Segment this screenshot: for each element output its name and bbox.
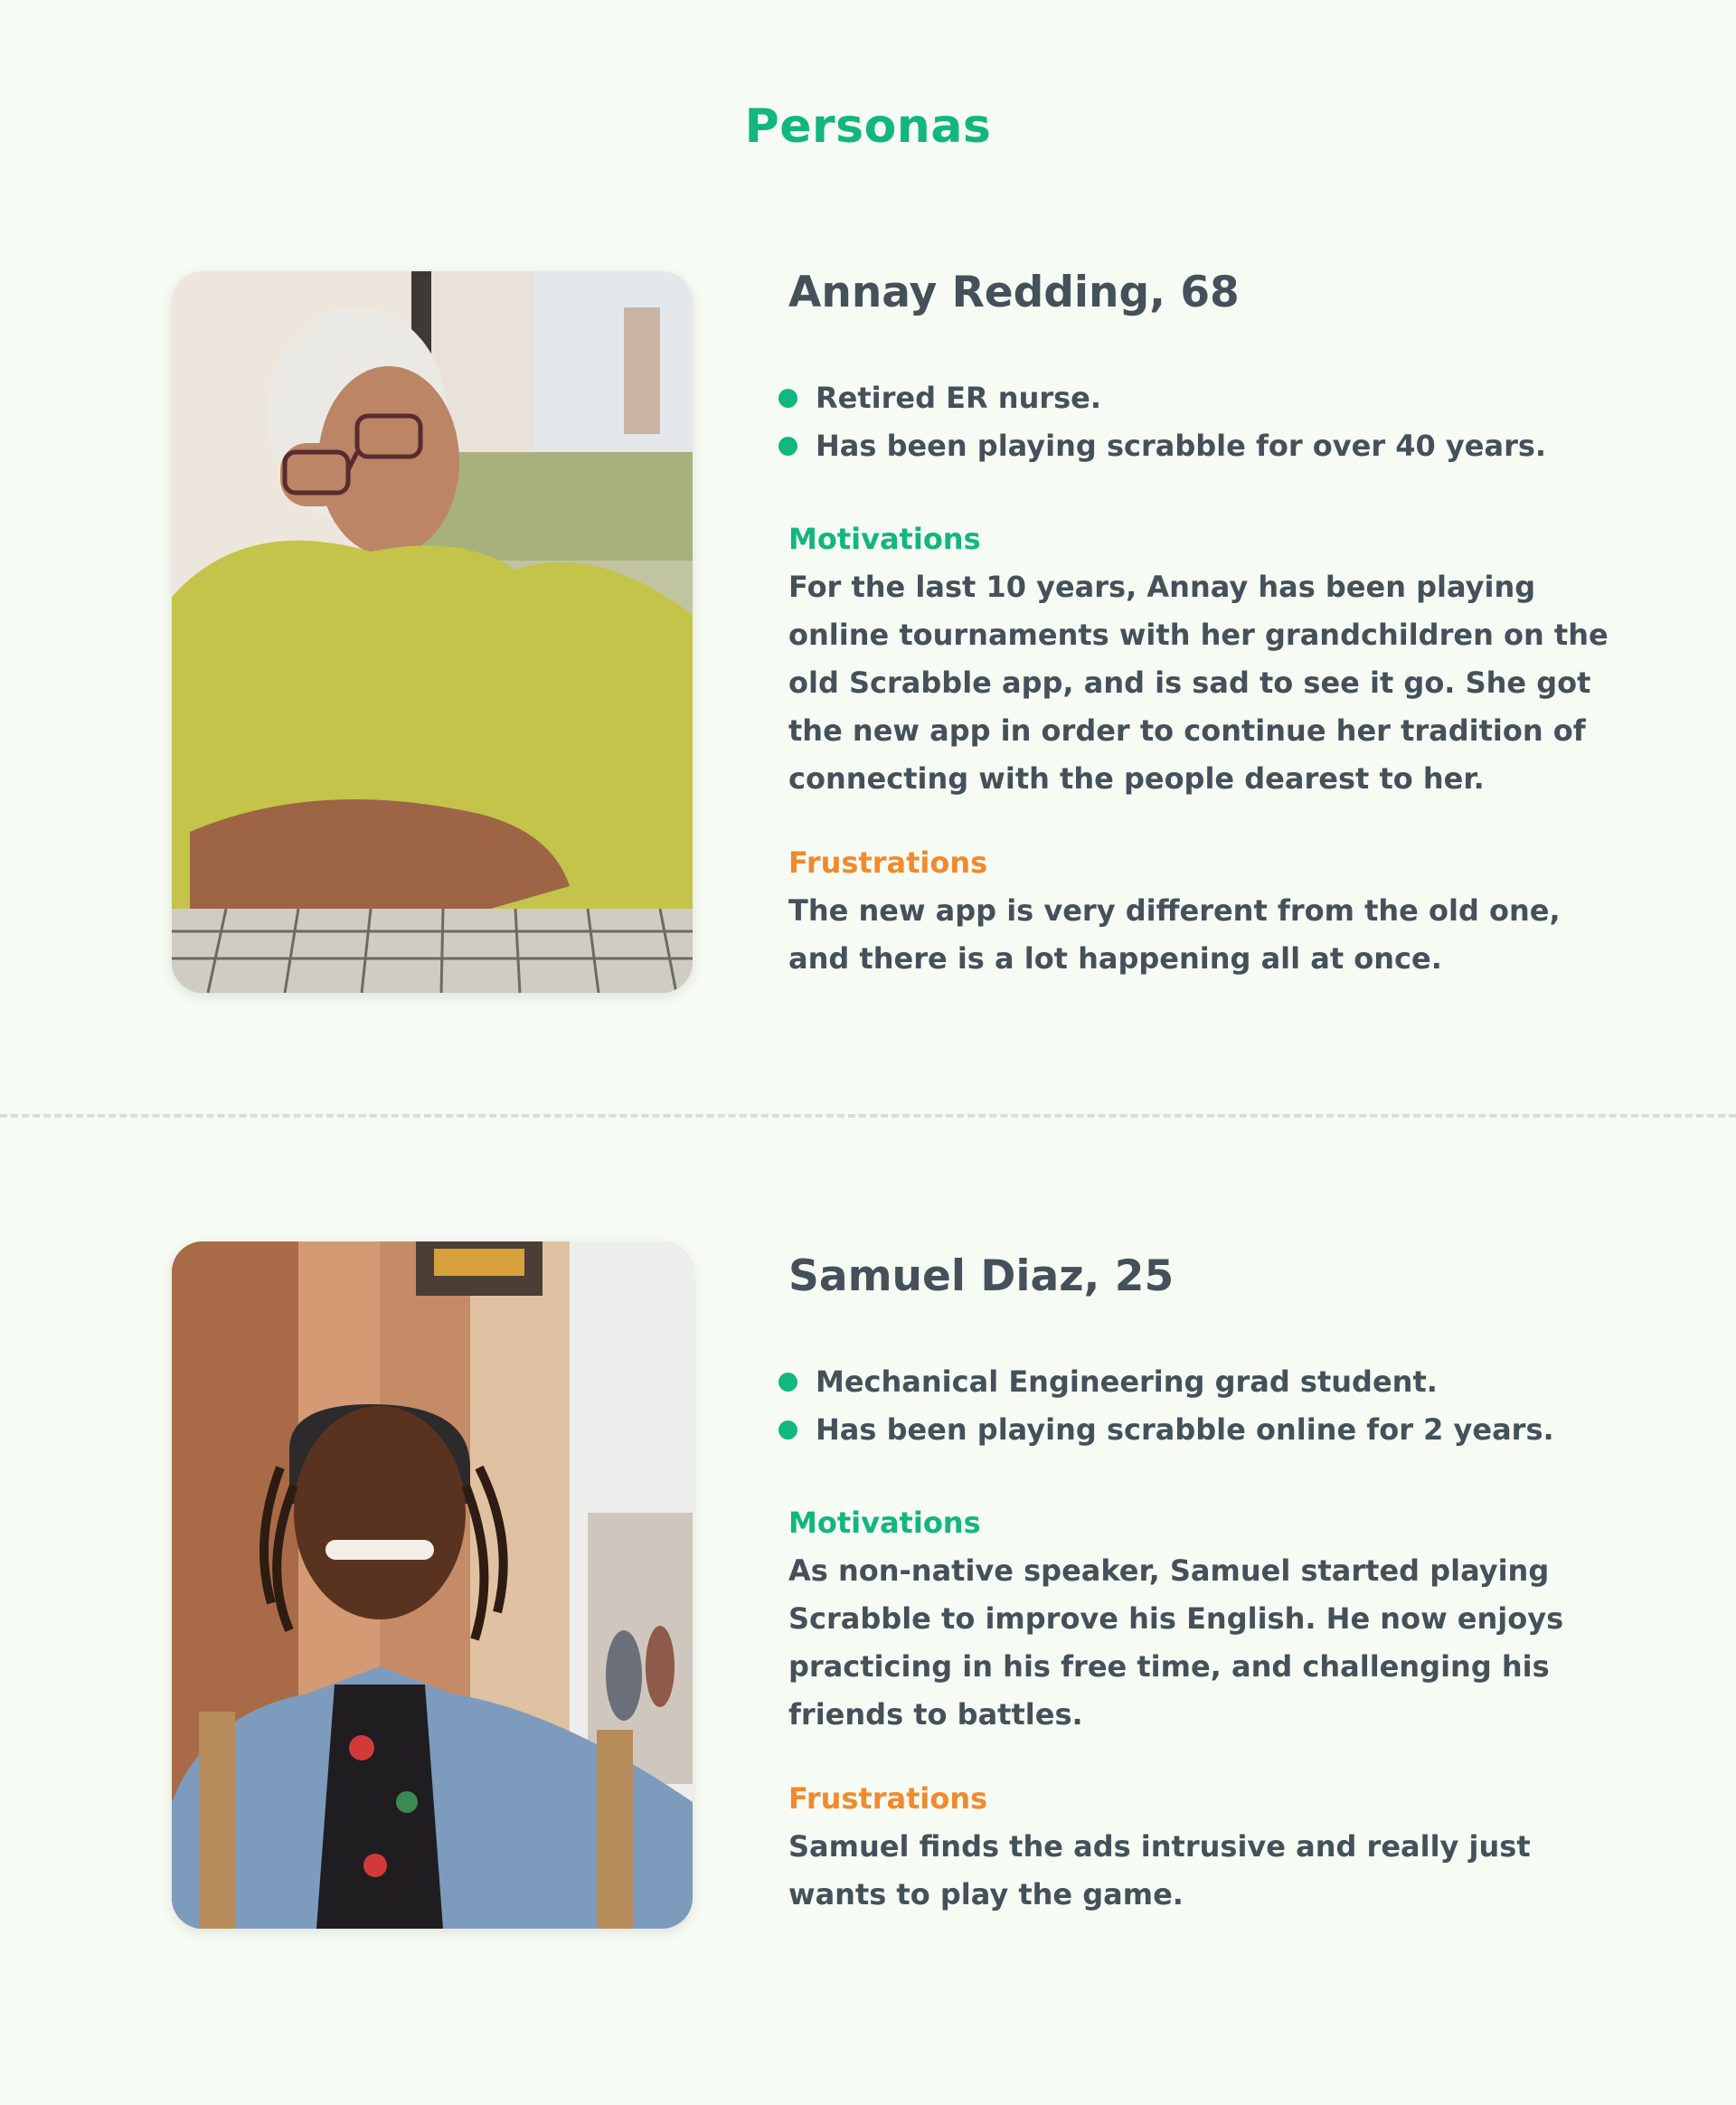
persona-photo-annay bbox=[172, 271, 693, 993]
frustrations-text bbox=[788, 1823, 1602, 1919]
frustrations-line: Samuel finds the ads intrusive and really just bbox=[788, 1829, 1531, 1864]
persona-fact bbox=[778, 1358, 1682, 1406]
persona-fact-text: Mechanical Engineering grad student. bbox=[816, 1364, 1438, 1399]
motivations-line: friends to battles. bbox=[788, 1697, 1083, 1732]
persona-fact bbox=[778, 422, 1682, 470]
frustrations-line: wants to play the game. bbox=[788, 1877, 1184, 1911]
motivations-line: connecting with the people dearest to her. bbox=[788, 761, 1485, 796]
motivations-text bbox=[788, 563, 1609, 803]
frustrations-line: and there is a lot happening all at once. bbox=[788, 941, 1442, 976]
motivations-line: As non-native speaker, Samuel started playing bbox=[788, 1553, 1550, 1588]
motivations-line: the new app in order to continue her tradition of bbox=[788, 713, 1586, 748]
motivations-line: For the last 10 years, Annay has been playing bbox=[788, 570, 1536, 604]
persona-card-samuel bbox=[778, 1248, 1682, 1919]
persona-photo-samuel bbox=[172, 1241, 693, 1929]
persona-name: Annay Redding, 68 bbox=[788, 268, 1240, 317]
frustrations-line: The new app is very different from the old one, bbox=[788, 893, 1561, 928]
persona-name: Samuel Diaz, 25 bbox=[788, 1251, 1175, 1301]
motivations-heading: Motivations bbox=[788, 1506, 981, 1540]
frustrations-heading: Frustrations bbox=[788, 845, 988, 880]
persona-fact-text: Has been playing scrabble for over 40 years. bbox=[816, 429, 1547, 463]
persona-facts-list bbox=[778, 374, 1682, 470]
bullet-dot-icon bbox=[778, 1373, 797, 1392]
motivations-text bbox=[788, 1547, 1602, 1739]
motivations-line: old Scrabble app, and is sad to see it go. She got bbox=[788, 665, 1591, 700]
motivations-heading: Motivations bbox=[788, 522, 981, 556]
bullet-dot-icon bbox=[778, 1421, 797, 1440]
persona-fact bbox=[778, 1406, 1682, 1454]
persona-card-annay bbox=[778, 264, 1682, 983]
bullet-dot-icon bbox=[778, 437, 797, 456]
page-title: Personas bbox=[744, 99, 992, 154]
motivations-line: practicing in his free time, and challenging his bbox=[788, 1649, 1550, 1684]
frustrations-text bbox=[788, 887, 1602, 983]
bullet-dot-icon bbox=[778, 389, 797, 408]
frustrations-heading: Frustrations bbox=[788, 1781, 988, 1816]
persona-fact-text: Has been playing scrabble online for 2 years. bbox=[816, 1412, 1554, 1447]
persona-fact-text: Retired ER nurse. bbox=[816, 381, 1102, 415]
motivations-line: Scrabble to improve his English. He now enjoys bbox=[788, 1601, 1564, 1636]
persona-fact bbox=[778, 374, 1682, 422]
section-divider bbox=[0, 1114, 1736, 1118]
motivations-line: online tournaments with her grandchildren on the bbox=[788, 618, 1609, 652]
persona-facts-list bbox=[778, 1358, 1682, 1454]
